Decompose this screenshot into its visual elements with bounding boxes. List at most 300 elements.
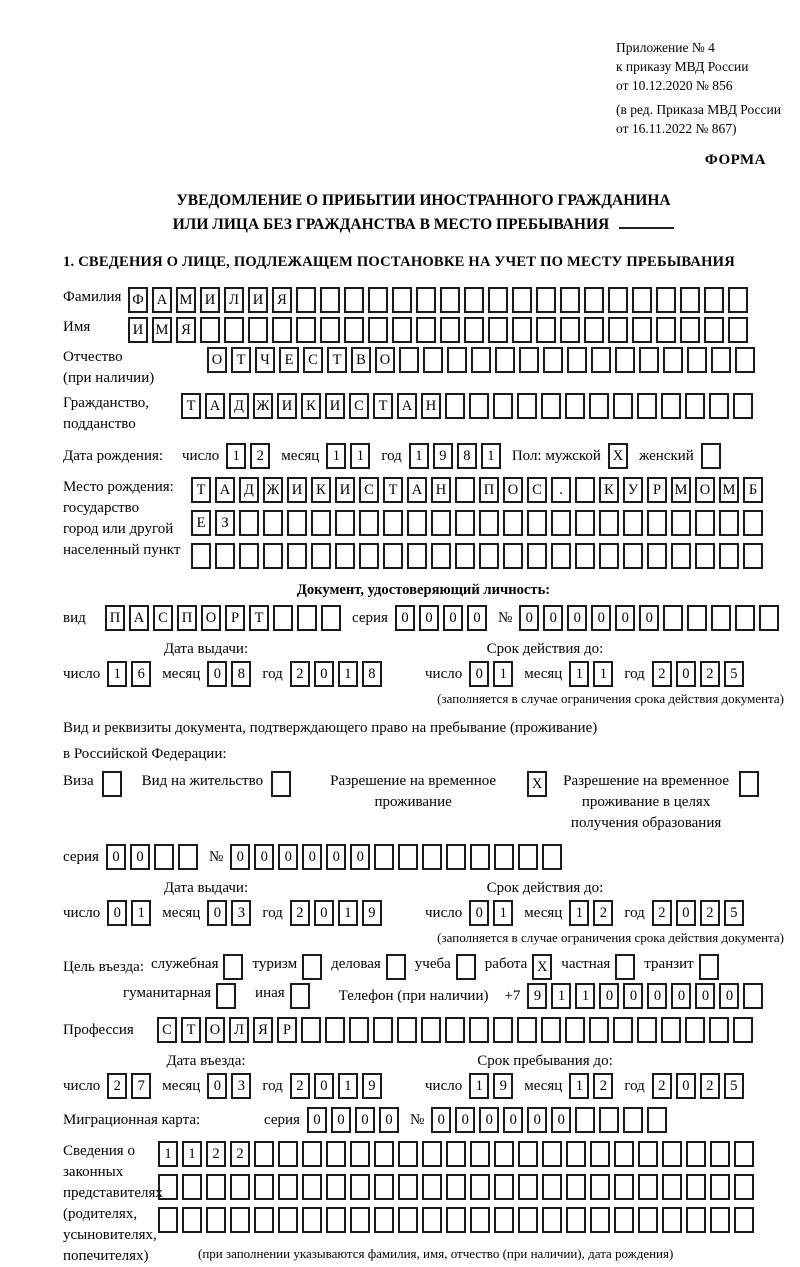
char-cell[interactable]: 0 bbox=[207, 661, 227, 687]
char-cell[interactable] bbox=[589, 1017, 609, 1043]
char-cell[interactable]: 0 bbox=[395, 605, 415, 631]
char-cell[interactable] bbox=[638, 1141, 658, 1167]
char-cell[interactable]: 0 bbox=[647, 983, 667, 1009]
char-cell[interactable] bbox=[759, 605, 779, 631]
char-cell[interactable] bbox=[464, 287, 484, 313]
char-cell[interactable]: 1 bbox=[569, 1073, 589, 1099]
char-cell[interactable]: 0 bbox=[443, 605, 463, 631]
char-cell[interactable] bbox=[739, 771, 759, 797]
char-cell[interactable] bbox=[296, 317, 316, 343]
char-cell[interactable] bbox=[470, 844, 490, 870]
char-cell[interactable]: Я bbox=[176, 317, 196, 343]
char-cell[interactable] bbox=[518, 844, 538, 870]
char-cell[interactable]: Т bbox=[373, 393, 393, 419]
char-cell[interactable] bbox=[239, 543, 259, 569]
char-cell[interactable]: 5 bbox=[724, 900, 744, 926]
sex-female-checkbox[interactable] bbox=[701, 443, 725, 469]
char-cell[interactable] bbox=[359, 543, 379, 569]
char-cell[interactable] bbox=[374, 1141, 394, 1167]
char-cell[interactable]: М bbox=[671, 477, 691, 503]
char-cell[interactable]: И bbox=[277, 393, 297, 419]
char-cell[interactable]: 1 bbox=[338, 1073, 358, 1099]
char-cell[interactable]: И bbox=[325, 393, 345, 419]
char-cell[interactable] bbox=[182, 1174, 202, 1200]
char-cell[interactable]: П bbox=[177, 605, 197, 631]
char-cell[interactable] bbox=[512, 317, 532, 343]
char-cell[interactable]: О bbox=[207, 347, 227, 373]
char-cell[interactable]: 2 bbox=[593, 900, 613, 926]
char-cell[interactable] bbox=[494, 1174, 514, 1200]
char-cell[interactable] bbox=[589, 393, 609, 419]
char-cell[interactable]: 0 bbox=[676, 661, 696, 687]
char-cell[interactable] bbox=[416, 317, 436, 343]
char-cell[interactable] bbox=[344, 287, 364, 313]
purpose-transit-checkbox[interactable] bbox=[699, 954, 723, 980]
char-cell[interactable]: 8 bbox=[362, 661, 382, 687]
char-cell[interactable] bbox=[565, 393, 585, 419]
temp-residence-checkbox[interactable] bbox=[527, 771, 551, 797]
char-cell[interactable] bbox=[711, 605, 731, 631]
char-cell[interactable] bbox=[590, 1207, 610, 1233]
char-cell[interactable] bbox=[368, 317, 388, 343]
char-cell[interactable]: С bbox=[157, 1017, 177, 1043]
char-cell[interactable] bbox=[254, 1207, 274, 1233]
char-cell[interactable]: 0 bbox=[379, 1107, 399, 1133]
char-cell[interactable] bbox=[704, 287, 724, 313]
char-cell[interactable] bbox=[431, 510, 451, 536]
char-cell[interactable] bbox=[551, 543, 571, 569]
char-cell[interactable] bbox=[566, 1174, 586, 1200]
residence-permit-checkbox[interactable] bbox=[271, 771, 295, 797]
char-cell[interactable] bbox=[191, 543, 211, 569]
char-cell[interactable]: 3 bbox=[231, 1073, 251, 1099]
char-cell[interactable] bbox=[272, 317, 292, 343]
char-cell[interactable]: 2 bbox=[290, 1073, 310, 1099]
char-cell[interactable] bbox=[302, 1207, 322, 1233]
char-cell[interactable] bbox=[431, 543, 451, 569]
char-cell[interactable] bbox=[743, 543, 763, 569]
char-cell[interactable]: 9 bbox=[493, 1073, 513, 1099]
char-cell[interactable] bbox=[287, 510, 307, 536]
char-cell[interactable]: 0 bbox=[567, 605, 587, 631]
char-cell[interactable]: 2 bbox=[700, 661, 720, 687]
char-cell[interactable] bbox=[623, 543, 643, 569]
char-cell[interactable]: 0 bbox=[355, 1107, 375, 1133]
char-cell[interactable] bbox=[613, 393, 633, 419]
char-cell[interactable]: 1 bbox=[409, 443, 429, 469]
char-cell[interactable] bbox=[154, 844, 174, 870]
char-cell[interactable] bbox=[297, 605, 317, 631]
char-cell[interactable] bbox=[335, 510, 355, 536]
char-cell[interactable]: 1 bbox=[182, 1141, 202, 1167]
char-cell[interactable] bbox=[734, 1174, 754, 1200]
purpose-work-checkbox[interactable] bbox=[532, 954, 556, 980]
purpose-private-checkbox[interactable] bbox=[615, 954, 639, 980]
char-cell[interactable] bbox=[254, 1141, 274, 1167]
char-cell[interactable]: С bbox=[359, 477, 379, 503]
char-cell[interactable] bbox=[493, 1017, 513, 1043]
char-cell[interactable]: А bbox=[129, 605, 149, 631]
char-cell[interactable] bbox=[551, 510, 571, 536]
char-cell[interactable]: Т bbox=[249, 605, 269, 631]
char-cell[interactable]: Я bbox=[272, 287, 292, 313]
char-cell[interactable] bbox=[518, 1141, 538, 1167]
char-cell[interactable]: 1 bbox=[569, 661, 589, 687]
char-cell[interactable] bbox=[158, 1207, 178, 1233]
char-cell[interactable] bbox=[560, 287, 580, 313]
char-cell[interactable] bbox=[326, 1207, 346, 1233]
char-cell[interactable] bbox=[407, 543, 427, 569]
char-cell[interactable]: X bbox=[608, 443, 628, 469]
char-cell[interactable] bbox=[599, 543, 619, 569]
char-cell[interactable]: 1 bbox=[350, 443, 370, 469]
purpose-humanitarian-checkbox[interactable] bbox=[216, 983, 240, 1009]
char-cell[interactable]: 1 bbox=[107, 661, 127, 687]
purpose-business-checkbox[interactable] bbox=[386, 954, 410, 980]
char-cell[interactable] bbox=[695, 510, 715, 536]
char-cell[interactable] bbox=[445, 1017, 465, 1043]
char-cell[interactable] bbox=[374, 1174, 394, 1200]
char-cell[interactable]: А bbox=[397, 393, 417, 419]
char-cell[interactable]: С bbox=[153, 605, 173, 631]
char-cell[interactable]: Ж bbox=[253, 393, 273, 419]
char-cell[interactable] bbox=[638, 1174, 658, 1200]
char-cell[interactable] bbox=[709, 393, 729, 419]
char-cell[interactable] bbox=[662, 1141, 682, 1167]
char-cell[interactable] bbox=[710, 1174, 730, 1200]
char-cell[interactable] bbox=[599, 1107, 619, 1133]
char-cell[interactable] bbox=[599, 510, 619, 536]
char-cell[interactable] bbox=[584, 317, 604, 343]
char-cell[interactable] bbox=[542, 1207, 562, 1233]
char-cell[interactable] bbox=[455, 477, 475, 503]
char-cell[interactable]: 0 bbox=[615, 605, 635, 631]
char-cell[interactable] bbox=[517, 1017, 537, 1043]
char-cell[interactable]: 0 bbox=[469, 661, 489, 687]
char-cell[interactable] bbox=[584, 287, 604, 313]
char-cell[interactable]: 7 bbox=[131, 1073, 151, 1099]
char-cell[interactable]: 2 bbox=[290, 900, 310, 926]
char-cell[interactable] bbox=[223, 954, 243, 980]
char-cell[interactable] bbox=[647, 1107, 667, 1133]
char-cell[interactable] bbox=[263, 510, 283, 536]
char-cell[interactable]: 0 bbox=[207, 900, 227, 926]
char-cell[interactable]: 0 bbox=[307, 1107, 327, 1133]
char-cell[interactable] bbox=[518, 1174, 538, 1200]
char-cell[interactable] bbox=[494, 844, 514, 870]
char-cell[interactable] bbox=[560, 317, 580, 343]
char-cell[interactable] bbox=[224, 317, 244, 343]
char-cell[interactable] bbox=[542, 1141, 562, 1167]
char-cell[interactable]: Т bbox=[191, 477, 211, 503]
char-cell[interactable] bbox=[325, 1017, 345, 1043]
char-cell[interactable] bbox=[575, 543, 595, 569]
char-cell[interactable] bbox=[200, 317, 220, 343]
char-cell[interactable]: 2 bbox=[250, 443, 270, 469]
char-cell[interactable] bbox=[661, 1017, 681, 1043]
char-cell[interactable]: 0 bbox=[106, 844, 126, 870]
char-cell[interactable] bbox=[239, 510, 259, 536]
char-cell[interactable]: 9 bbox=[362, 1073, 382, 1099]
char-cell[interactable]: 1 bbox=[481, 443, 501, 469]
char-cell[interactable]: X bbox=[532, 954, 552, 980]
char-cell[interactable] bbox=[445, 393, 465, 419]
char-cell[interactable] bbox=[302, 1174, 322, 1200]
char-cell[interactable]: 5 bbox=[724, 1073, 744, 1099]
char-cell[interactable] bbox=[566, 1207, 586, 1233]
char-cell[interactable] bbox=[178, 844, 198, 870]
char-cell[interactable]: С bbox=[303, 347, 323, 373]
char-cell[interactable] bbox=[102, 771, 122, 797]
char-cell[interactable]: 0 bbox=[591, 605, 611, 631]
char-cell[interactable] bbox=[680, 317, 700, 343]
char-cell[interactable] bbox=[623, 510, 643, 536]
char-cell[interactable]: 2 bbox=[290, 661, 310, 687]
char-cell[interactable] bbox=[455, 543, 475, 569]
char-cell[interactable] bbox=[680, 287, 700, 313]
char-cell[interactable]: К bbox=[599, 477, 619, 503]
char-cell[interactable]: М bbox=[176, 287, 196, 313]
char-cell[interactable] bbox=[469, 1017, 489, 1043]
char-cell[interactable] bbox=[254, 1174, 274, 1200]
char-cell[interactable]: Р bbox=[277, 1017, 297, 1043]
char-cell[interactable] bbox=[383, 510, 403, 536]
char-cell[interactable] bbox=[613, 1017, 633, 1043]
char-cell[interactable]: 0 bbox=[314, 661, 334, 687]
char-cell[interactable]: 1 bbox=[575, 983, 595, 1009]
char-cell[interactable]: 1 bbox=[158, 1141, 178, 1167]
char-cell[interactable] bbox=[350, 1174, 370, 1200]
char-cell[interactable] bbox=[493, 393, 513, 419]
char-cell[interactable]: 6 bbox=[131, 661, 151, 687]
char-cell[interactable] bbox=[710, 1141, 730, 1167]
char-cell[interactable]: 1 bbox=[569, 900, 589, 926]
char-cell[interactable]: 0 bbox=[543, 605, 563, 631]
char-cell[interactable] bbox=[733, 393, 753, 419]
char-cell[interactable]: 0 bbox=[503, 1107, 523, 1133]
char-cell[interactable] bbox=[663, 605, 683, 631]
char-cell[interactable] bbox=[263, 543, 283, 569]
char-cell[interactable] bbox=[374, 1207, 394, 1233]
char-cell[interactable] bbox=[685, 393, 705, 419]
char-cell[interactable]: Д bbox=[239, 477, 259, 503]
char-cell[interactable]: И bbox=[287, 477, 307, 503]
char-cell[interactable] bbox=[686, 1174, 706, 1200]
char-cell[interactable]: Ч bbox=[255, 347, 275, 373]
char-cell[interactable] bbox=[335, 543, 355, 569]
char-cell[interactable]: 9 bbox=[527, 983, 547, 1009]
purpose-tourism-checkbox[interactable] bbox=[302, 954, 326, 980]
char-cell[interactable]: 0 bbox=[639, 605, 659, 631]
char-cell[interactable] bbox=[710, 1207, 730, 1233]
char-cell[interactable] bbox=[278, 1141, 298, 1167]
char-cell[interactable] bbox=[663, 347, 683, 373]
char-cell[interactable] bbox=[695, 543, 715, 569]
char-cell[interactable]: Т bbox=[231, 347, 251, 373]
char-cell[interactable] bbox=[398, 1207, 418, 1233]
char-cell[interactable]: 0 bbox=[278, 844, 298, 870]
char-cell[interactable]: 0 bbox=[719, 983, 739, 1009]
char-cell[interactable] bbox=[440, 287, 460, 313]
char-cell[interactable] bbox=[447, 347, 467, 373]
char-cell[interactable] bbox=[719, 543, 739, 569]
char-cell[interactable]: 1 bbox=[338, 661, 358, 687]
char-cell[interactable] bbox=[349, 1017, 369, 1043]
char-cell[interactable] bbox=[615, 954, 635, 980]
char-cell[interactable]: 8 bbox=[457, 443, 477, 469]
char-cell[interactable]: Е bbox=[191, 510, 211, 536]
char-cell[interactable]: О bbox=[375, 347, 395, 373]
char-cell[interactable]: 0 bbox=[207, 1073, 227, 1099]
char-cell[interactable]: 0 bbox=[302, 844, 322, 870]
char-cell[interactable]: И bbox=[200, 287, 220, 313]
char-cell[interactable] bbox=[373, 1017, 393, 1043]
char-cell[interactable] bbox=[536, 287, 556, 313]
char-cell[interactable]: Я bbox=[253, 1017, 273, 1043]
char-cell[interactable]: 1 bbox=[226, 443, 246, 469]
char-cell[interactable]: 0 bbox=[350, 844, 370, 870]
char-cell[interactable] bbox=[494, 1207, 514, 1233]
char-cell[interactable] bbox=[321, 605, 341, 631]
char-cell[interactable] bbox=[735, 605, 755, 631]
char-cell[interactable] bbox=[471, 347, 491, 373]
char-cell[interactable]: 1 bbox=[131, 900, 151, 926]
sex-male-checkbox[interactable] bbox=[608, 443, 632, 469]
char-cell[interactable] bbox=[662, 1207, 682, 1233]
phone-boxes[interactable] bbox=[527, 983, 767, 1009]
char-cell[interactable] bbox=[398, 1174, 418, 1200]
char-cell[interactable]: 0 bbox=[599, 983, 619, 1009]
char-cell[interactable] bbox=[542, 1174, 562, 1200]
char-cell[interactable]: 9 bbox=[362, 900, 382, 926]
char-cell[interactable]: 8 bbox=[231, 661, 251, 687]
char-cell[interactable]: 0 bbox=[676, 900, 696, 926]
char-cell[interactable] bbox=[470, 1174, 490, 1200]
char-cell[interactable]: Ф bbox=[128, 287, 148, 313]
char-cell[interactable] bbox=[278, 1174, 298, 1200]
char-cell[interactable] bbox=[728, 287, 748, 313]
char-cell[interactable] bbox=[699, 954, 719, 980]
char-cell[interactable]: 9 bbox=[433, 443, 453, 469]
char-cell[interactable]: М bbox=[719, 477, 739, 503]
char-cell[interactable]: 0 bbox=[326, 844, 346, 870]
char-cell[interactable] bbox=[687, 605, 707, 631]
char-cell[interactable]: А bbox=[205, 393, 225, 419]
char-cell[interactable]: 0 bbox=[331, 1107, 351, 1133]
char-cell[interactable]: 0 bbox=[455, 1107, 475, 1133]
char-cell[interactable]: И bbox=[128, 317, 148, 343]
char-cell[interactable] bbox=[206, 1207, 226, 1233]
char-cell[interactable] bbox=[543, 347, 563, 373]
char-cell[interactable] bbox=[302, 1141, 322, 1167]
char-cell[interactable] bbox=[575, 1107, 595, 1133]
char-cell[interactable]: 1 bbox=[593, 661, 613, 687]
char-cell[interactable] bbox=[614, 1141, 634, 1167]
char-cell[interactable] bbox=[216, 983, 236, 1009]
char-cell[interactable] bbox=[615, 347, 635, 373]
char-cell[interactable]: О bbox=[201, 605, 221, 631]
char-cell[interactable]: Е bbox=[279, 347, 299, 373]
char-cell[interactable] bbox=[383, 543, 403, 569]
char-cell[interactable] bbox=[350, 1141, 370, 1167]
char-cell[interactable]: О bbox=[695, 477, 715, 503]
char-cell[interactable]: 0 bbox=[671, 983, 691, 1009]
char-cell[interactable] bbox=[469, 393, 489, 419]
char-cell[interactable] bbox=[392, 287, 412, 313]
char-cell[interactable] bbox=[743, 983, 763, 1009]
char-cell[interactable]: Т bbox=[181, 1017, 201, 1043]
char-cell[interactable] bbox=[398, 1141, 418, 1167]
char-cell[interactable] bbox=[709, 1017, 729, 1043]
purpose-study-checkbox[interactable] bbox=[456, 954, 480, 980]
char-cell[interactable] bbox=[495, 347, 515, 373]
char-cell[interactable] bbox=[734, 1141, 754, 1167]
char-cell[interactable] bbox=[311, 543, 331, 569]
char-cell[interactable] bbox=[455, 510, 475, 536]
char-cell[interactable] bbox=[632, 317, 652, 343]
char-cell[interactable] bbox=[566, 1141, 586, 1167]
char-cell[interactable]: 1 bbox=[338, 900, 358, 926]
char-cell[interactable] bbox=[407, 510, 427, 536]
char-cell[interactable]: 3 bbox=[231, 900, 251, 926]
char-cell[interactable]: 2 bbox=[700, 1073, 720, 1099]
char-cell[interactable] bbox=[446, 1207, 466, 1233]
char-cell[interactable]: 0 bbox=[467, 605, 487, 631]
char-cell[interactable]: Т bbox=[181, 393, 201, 419]
char-cell[interactable]: 2 bbox=[652, 661, 672, 687]
char-cell[interactable] bbox=[488, 287, 508, 313]
char-cell[interactable]: З bbox=[215, 510, 235, 536]
char-cell[interactable]: И bbox=[335, 477, 355, 503]
char-cell[interactable] bbox=[608, 317, 628, 343]
char-cell[interactable] bbox=[503, 543, 523, 569]
char-cell[interactable] bbox=[446, 1174, 466, 1200]
char-cell[interactable] bbox=[470, 1141, 490, 1167]
char-cell[interactable] bbox=[368, 287, 388, 313]
char-cell[interactable]: 1 bbox=[551, 983, 571, 1009]
char-cell[interactable] bbox=[230, 1207, 250, 1233]
char-cell[interactable]: 0 bbox=[695, 983, 715, 1009]
char-cell[interactable] bbox=[590, 1174, 610, 1200]
char-cell[interactable]: 1 bbox=[493, 900, 513, 926]
char-cell[interactable] bbox=[422, 1141, 442, 1167]
char-cell[interactable]: С bbox=[527, 477, 547, 503]
char-cell[interactable] bbox=[743, 510, 763, 536]
char-cell[interactable] bbox=[392, 317, 412, 343]
char-cell[interactable]: Л bbox=[224, 287, 244, 313]
char-cell[interactable] bbox=[397, 1017, 417, 1043]
char-cell[interactable]: 2 bbox=[652, 900, 672, 926]
char-cell[interactable]: 0 bbox=[527, 1107, 547, 1133]
char-cell[interactable] bbox=[158, 1174, 178, 1200]
char-cell[interactable] bbox=[470, 1207, 490, 1233]
char-cell[interactable] bbox=[541, 1017, 561, 1043]
char-cell[interactable]: 0 bbox=[230, 844, 250, 870]
char-cell[interactable] bbox=[278, 1207, 298, 1233]
char-cell[interactable]: Р bbox=[647, 477, 667, 503]
char-cell[interactable] bbox=[456, 954, 476, 980]
char-cell[interactable] bbox=[512, 287, 532, 313]
char-cell[interactable]: Н bbox=[421, 393, 441, 419]
char-cell[interactable] bbox=[344, 317, 364, 343]
char-cell[interactable] bbox=[422, 844, 442, 870]
char-cell[interactable] bbox=[326, 1141, 346, 1167]
char-cell[interactable] bbox=[374, 844, 394, 870]
char-cell[interactable]: П bbox=[105, 605, 125, 631]
char-cell[interactable] bbox=[421, 1017, 441, 1043]
char-cell[interactable]: 2 bbox=[107, 1073, 127, 1099]
char-cell[interactable] bbox=[398, 844, 418, 870]
